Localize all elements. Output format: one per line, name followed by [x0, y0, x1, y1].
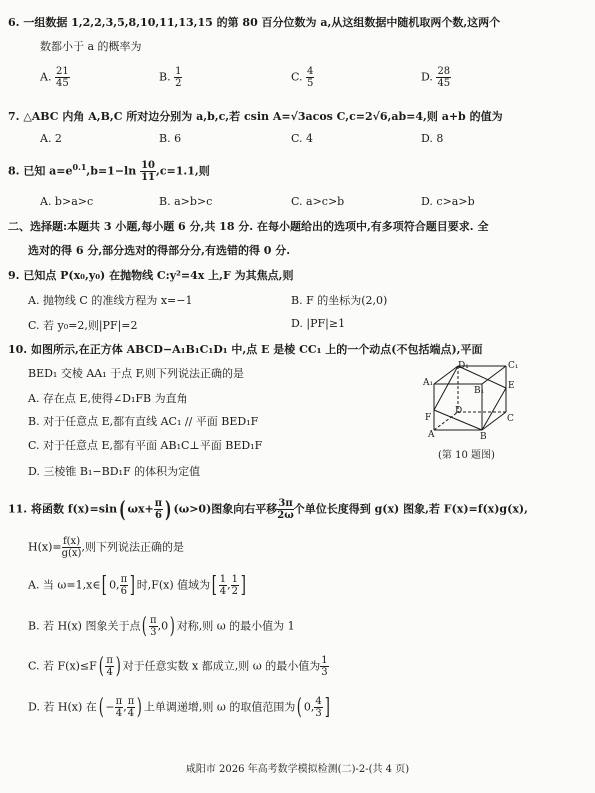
- q8-option-a: A. b>a>c: [40, 195, 94, 208]
- page-footer: 咸阳市 2026 年高考数学模拟检测(二)-2-(共 4 页): [185, 764, 410, 775]
- q6-option-b: B. $\frac{1}{2}$: [159, 66, 182, 89]
- q6-stem: 6. 一组数据 1,2,2,3,5,8,10,11,13,15 的第 80 百分位数为 a,从这组数据中随机取两个数,这两个: [8, 16, 501, 29]
- q9-stem: 9. 已知点 P(x₀,y₀) 在抛物线 C:y²=4x 上,F 为其焦点,则: [8, 269, 294, 282]
- q11-stem: 11. 将函数 f(x)=sin( ωx+ $\frac{\pi}{6}$ ) (ω>0)图象向右平移 $\frac{3\pi}{2\omega}$ 个单位长度得到 g(x) 图象,若 F(x)=f(x)g(x),: [8, 496, 528, 523]
- q8-stem: 8. 已知 $a=e^{0.1},b=1-\ln$ $\frac{10}{11}$ ,c=1.1,则: [8, 160, 210, 183]
- q6-option-a: A. $\frac{21}{45}$: [40, 66, 69, 89]
- q10-option-a: A. 存在点 E,使得∠D₁FB 为直角: [28, 392, 188, 405]
- label-b1: B₁: [474, 386, 485, 396]
- q10-stem-2: BED₁ 交棱 AA₁ 于点 F,则下列说法正确的是: [28, 367, 245, 380]
- label-c1: C₁: [508, 361, 519, 371]
- q7-option-a: A. 2: [40, 132, 62, 145]
- label-b: B: [480, 432, 487, 442]
- q11-option-b: B. 若 H(x) 图象关于点( $\frac{\pi}{3}$ ,0) 对称,则 ω 的最小值为 1: [28, 613, 295, 639]
- label-e: E: [508, 381, 515, 391]
- q7-stem: 7. △ABC 内角 A,B,C 所对边分别为 a,b,c,若 csin A=√3acos C,c=2√6,ab=4,则 a+b 的值为: [8, 110, 503, 123]
- q7-option-c: C. 4: [291, 132, 314, 145]
- q11-option-c: C. 若 F(x)≤F( $\frac{\pi}{4}$ ) 对于任意实数 x 都成立,则 ω 的最小值为 $\frac{1}{3}$: [28, 653, 328, 679]
- q10-option-b: B. 对于任意点 E,都有直线 AC₁ // 平面 BED₁F: [28, 415, 259, 428]
- q8-option-b: B. a>b>c: [159, 195, 213, 208]
- section-2-heading: 二、选择题:本题共 3 小题,每小题 6 分,共 18 分. 在每小题给出的选项中,有多项符合题目要求. 全: [8, 220, 489, 233]
- label-c: C: [507, 414, 514, 424]
- q6-option-c: C. $\frac{4}{5}$: [291, 66, 314, 89]
- q10-stem: 10. 如图所示,在正方体 ABCD−A₁B₁C₁D₁ 中,点 E 是棱 CC₁ 上的一个动点(不包括端点),平面: [8, 343, 483, 356]
- q7-option-b: B. 6: [159, 132, 182, 145]
- q6-option-d: D. $\frac{28}{45}$: [421, 66, 451, 89]
- section-2-heading-2: 选对的得 6 分,部分选对的得部分分,有选错的得 0 分.: [28, 244, 291, 257]
- q8-option-c: C. a>c>b: [291, 195, 345, 208]
- q9-option-b: B. F 的坐标为(2,0): [291, 294, 388, 307]
- q9-option-a: A. 抛物线 C 的准线方程为 x=−1: [28, 294, 193, 307]
- q10-option-c: C. 对于任意点 E,都有平面 AB₁C⊥平面 BED₁F: [28, 439, 263, 452]
- label-a: A: [428, 430, 435, 440]
- q6-stem-2: 数都小于 a 的概率为: [40, 40, 142, 53]
- figure-caption: (第 10 题图): [438, 450, 495, 461]
- q11-option-a: A. 当 ω=1,x∈[ 0, $\frac{\pi}{6}$ ] 时,F(x) 值域为[ $\frac{1}{4}$ , $\frac{1}{2}$ ]: [28, 572, 246, 598]
- q11-option-d: D. 若 H(x) 在( − $\frac{\pi}{4}$ , $\frac{\pi}{4}$ ) 上单调递增,则 ω 的取值范围为( 0, $\frac{4}{3}$ ]: [28, 694, 330, 720]
- q8-option-d: D. c>a>b: [421, 195, 475, 208]
- label-d: D: [455, 406, 463, 416]
- q9-option-c: C. 若 y₀=2,则|PF|=2: [28, 319, 138, 332]
- q11-h-definition: H(x)= $\frac{f(x)}{g(x)}$ ,则下列说法正确的是: [28, 536, 184, 559]
- label-d1: D₁: [458, 361, 469, 371]
- label-a1: A₁: [423, 378, 434, 388]
- cube-figure: [420, 360, 530, 458]
- q9-option-d: D. |PF|≥1: [291, 317, 346, 330]
- q7-option-d: D. 8: [421, 132, 444, 145]
- label-f: F: [425, 413, 432, 423]
- q10-option-d: D. 三棱锥 B₁−BD₁F 的体积为定值: [28, 465, 201, 478]
